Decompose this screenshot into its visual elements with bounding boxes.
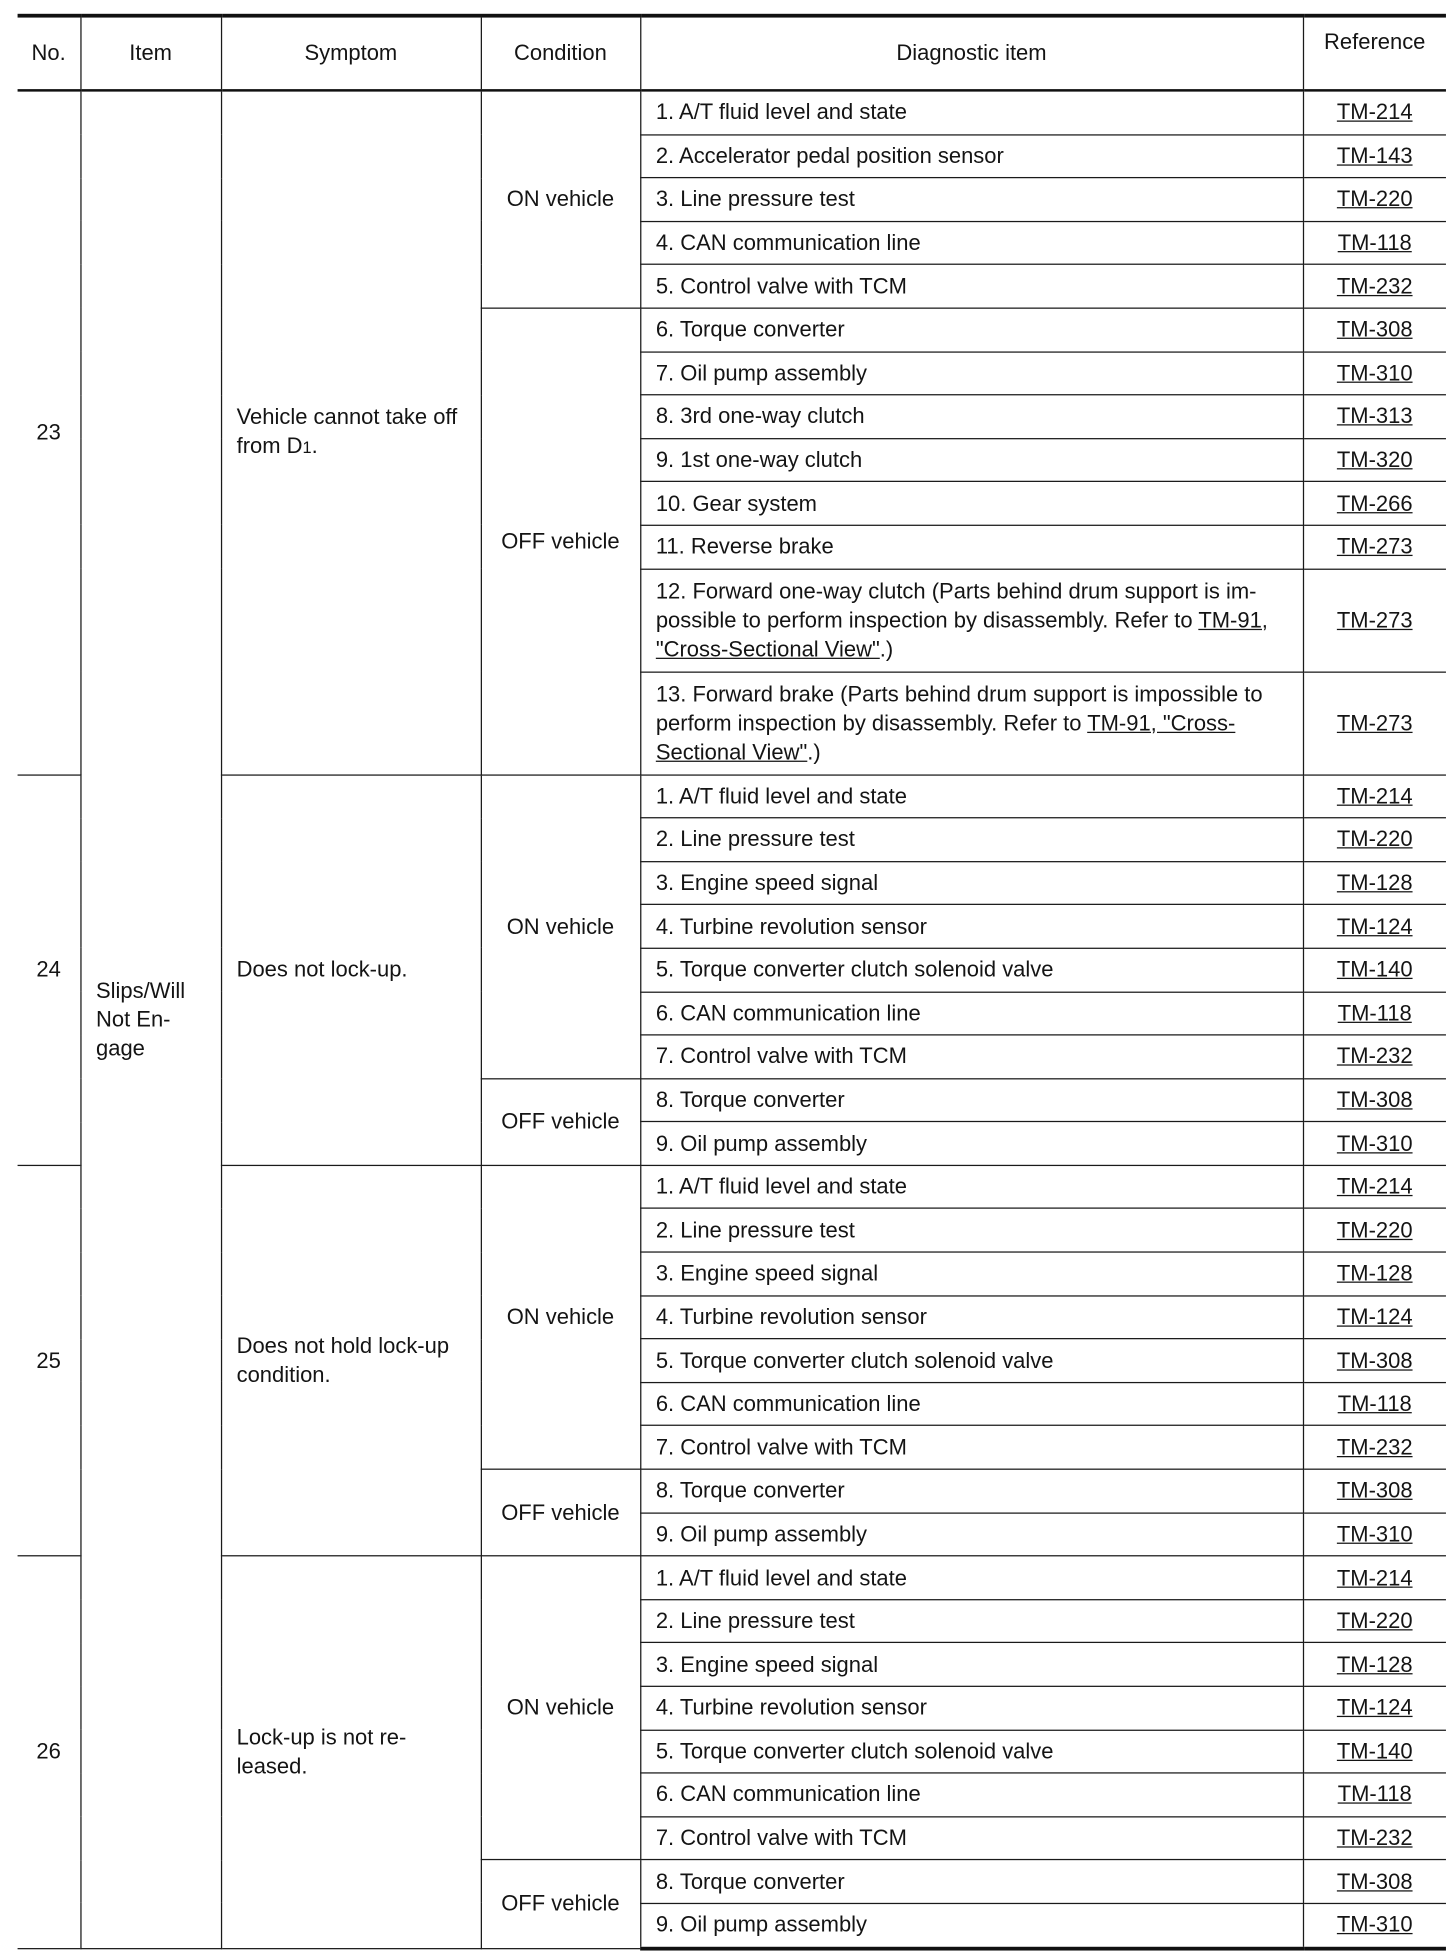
item-label-line: gage: [96, 1035, 145, 1061]
reference-link[interactable]: TM-308: [1303, 308, 1446, 351]
diagnostic-text: 9. Oil pump assembly: [655, 1911, 868, 1938]
reference-link[interactable]: TM-214: [1303, 1556, 1446, 1599]
reference-link[interactable]: TM-118: [1303, 1382, 1446, 1425]
table-row: [18, 90, 1446, 134]
diagnostic-text: 2. Line pressure test: [655, 826, 855, 852]
reference-link[interactable]: TM-214: [1303, 1165, 1446, 1208]
diagnostic-text: 8. Torque converter: [655, 1477, 845, 1503]
diagnostic-text: 1. A/T fluid level and state: [655, 99, 907, 125]
condition-on-vehicle: ON vehicle: [481, 1556, 640, 1860]
diagnostic-item: [640, 992, 1303, 1035]
reference-link[interactable]: TM-273: [1303, 525, 1446, 568]
symptom-cell: [221, 774, 481, 1165]
diagnostic-text: 7. Control valve with TCM: [655, 1825, 907, 1851]
diagnostic-text: 1. A/T fluid level and state: [655, 1173, 907, 1199]
diagnostic-item: [640, 1513, 1303, 1556]
diagnostic-text: 6. CAN communication line: [655, 1390, 921, 1417]
diagnostic-item: [640, 1686, 1303, 1729]
reference-link[interactable]: TM-214: [1303, 774, 1446, 817]
diagnostic-text: 13. Forward brake (Parts behind drum support is impossible to perform inspection by disassembly. Refer to: [655, 680, 1263, 735]
diagnostic-item: [640, 1773, 1303, 1816]
diagnostic-text: 2. Line pressure test: [655, 1217, 855, 1243]
diagnostic-text: 5. Torque converter clutch solenoid valve: [655, 1738, 1054, 1764]
diagnostic-item: [640, 818, 1303, 861]
table-row: [18, 774, 1446, 817]
diagnostic-text: 4. CAN communication line: [655, 229, 921, 255]
diagnostic-item: [640, 1426, 1303, 1469]
diagnostic-item: [640, 438, 1303, 481]
reference-link[interactable]: TM-124: [1303, 1686, 1446, 1729]
reference-link[interactable]: TM-310: [1303, 1903, 1446, 1948]
header-symptom: Symptom: [221, 16, 481, 91]
reference-link[interactable]: TM-273: [1303, 569, 1446, 672]
condition-off-vehicle: OFF vehicle: [481, 1860, 640, 1948]
reference-link[interactable]: TM-214: [1303, 90, 1446, 134]
diagnostic-item: [640, 1296, 1303, 1339]
item-cell: [80, 90, 221, 1948]
condition-off-vehicle: OFF vehicle: [481, 1469, 640, 1556]
diagnostic-item: [640, 905, 1303, 948]
diagnostic-text: 7. Control valve with TCM: [655, 1434, 907, 1460]
diagnostic-item: [640, 861, 1303, 904]
condition-off-vehicle: OFF vehicle: [481, 308, 640, 774]
symptom-cell: [221, 1165, 481, 1556]
reference-link[interactable]: TM-128: [1303, 1252, 1446, 1295]
diagnostic-text: 10. Gear system: [655, 490, 817, 516]
reference-link[interactable]: TM-118: [1303, 1773, 1446, 1816]
diagnostic-text: 9. Oil pump assembly: [655, 1130, 868, 1156]
reference-link[interactable]: TM-128: [1303, 861, 1446, 904]
diagnostic-item: [640, 525, 1303, 568]
reference-link[interactable]: TM-220: [1303, 1209, 1446, 1252]
diagnostic-item: [640, 948, 1303, 991]
diagnostic-text: 8. Torque converter: [655, 1086, 845, 1113]
symptom-tail: .: [311, 433, 318, 459]
diagnostic-item: [640, 774, 1303, 817]
diagnostic-item: [640, 352, 1303, 395]
symptom-cell: [221, 1556, 481, 1948]
reference-link[interactable]: TM-143: [1303, 134, 1446, 177]
diagnostic-item: [640, 1556, 1303, 1599]
diagnostic-text: 1. A/T fluid level and state: [655, 1564, 907, 1590]
reference-link[interactable]: TM-140: [1303, 1730, 1446, 1773]
reference-link[interactable]: TM-310: [1303, 1122, 1446, 1165]
diagnostic-item: [640, 1860, 1303, 1903]
diagnostic-item: [640, 265, 1303, 308]
diagnostic-text: 11. Reverse brake: [655, 533, 834, 559]
diagnostic-text: 6. Torque converter: [655, 316, 845, 342]
reference-link[interactable]: TM-273: [1303, 672, 1446, 775]
diagnostic-text: 3. Engine speed signal: [655, 1260, 879, 1286]
reference-link[interactable]: TM-308: [1303, 1339, 1446, 1382]
reference-link[interactable]: TM-308: [1303, 1469, 1446, 1512]
reference-link[interactable]: TM-232: [1303, 1035, 1446, 1078]
diagnostic-item: [640, 1469, 1303, 1512]
item-label-line: Not En-: [96, 1006, 171, 1032]
diagnosis-table: [18, 14, 1446, 1950]
diagnostic-item: [640, 569, 1303, 672]
condition-off-vehicle: OFF vehicle: [481, 1078, 640, 1165]
reference-link[interactable]: TM-118: [1303, 992, 1446, 1035]
condition-on-vehicle: ON vehicle: [481, 90, 640, 308]
reference-link[interactable]: TM-124: [1303, 1296, 1446, 1339]
diagnostic-text: 5. Control valve with TCM: [655, 273, 907, 299]
header-reference: Reference: [1303, 16, 1446, 91]
diagnostic-item: [640, 1209, 1303, 1252]
diagnostic-item: [640, 1339, 1303, 1382]
diagnostic-text: 4. Turbine revolution sensor: [655, 913, 927, 939]
diagnostic-item: [640, 90, 1303, 134]
diagnostic-text: 7. Oil pump assembly: [655, 360, 868, 386]
diagnostic-text: 7. Control valve with TCM: [655, 1043, 907, 1069]
diagnostic-item: [640, 1252, 1303, 1295]
reference-link[interactable]: TM-128: [1303, 1643, 1446, 1686]
diagnostic-item: [640, 1643, 1303, 1686]
condition-on-vehicle: ON vehicle: [481, 774, 640, 1078]
diagnostic-item: [640, 395, 1303, 438]
symptom-text: Does not hold lock-up condition.: [236, 1333, 450, 1388]
diagnostic-item: [640, 178, 1303, 221]
reference-link[interactable]: TM-308: [1303, 1078, 1446, 1121]
row-number: 23: [18, 90, 81, 774]
diagnostic-item: [640, 1903, 1303, 1948]
diagnostic-item: [640, 1599, 1303, 1642]
diagnostic-text: 1. A/T fluid level and state: [655, 783, 907, 809]
diagnostic-text: 9. 1st one-way clutch: [655, 446, 863, 473]
symptom-text: Lock-up is not re-leased.: [236, 1724, 407, 1779]
cross-reference-link[interactable]: TM-91, "Cross-Sectional View": [655, 709, 1236, 764]
row-number: 25: [18, 1165, 81, 1556]
diagnostic-item: [640, 1730, 1303, 1773]
diagnostic-text: 4. Turbine revolution sensor: [655, 1694, 927, 1720]
table-row: [18, 1165, 1446, 1208]
table-row: [18, 1556, 1446, 1599]
diagnostic-item: [640, 1078, 1303, 1121]
diagnostic-text: 3. Line pressure test: [655, 186, 855, 212]
diagnostic-item: [640, 1382, 1303, 1425]
reference-link[interactable]: TM-220: [1303, 178, 1446, 221]
reference-link[interactable]: TM-232: [1303, 265, 1446, 308]
diagnostic-text-tail: .): [807, 738, 821, 764]
diagnostic-text-tail: .): [879, 635, 894, 661]
diagnostic-text: 4. Turbine revolution sensor: [655, 1304, 927, 1330]
diagnostic-text: 8. 3rd one-way clutch: [655, 403, 865, 429]
diagnostic-text: 12. Forward one-way clutch (Parts behind drum support is im-possible to perform inspection by disassembly. Refer to: [655, 578, 1257, 633]
reference-link[interactable]: TM-320: [1303, 438, 1446, 481]
diagnostic-item: [640, 1035, 1303, 1078]
reference-link[interactable]: TM-310: [1303, 352, 1446, 395]
reference-link[interactable]: TM-310: [1303, 1513, 1446, 1556]
diagnostic-text: 6. CAN communication line: [655, 1781, 921, 1807]
header-condition: Condition: [481, 16, 640, 91]
reference-link[interactable]: TM-118: [1303, 221, 1446, 264]
diagnostic-item: [640, 1122, 1303, 1165]
diagnostic-text: 5. Torque converter clutch solenoid valve: [655, 956, 1054, 982]
diagnostic-text: 2. Accelerator pedal position sensor: [655, 142, 1004, 169]
reference-link[interactable]: TM-308: [1303, 1860, 1446, 1903]
condition-on-vehicle: ON vehicle: [481, 1165, 640, 1469]
diagnostic-text: 3. Engine speed signal: [655, 1651, 879, 1677]
diagnostic-text: 3. Engine speed signal: [655, 869, 879, 895]
row-number: 24: [18, 774, 81, 1165]
diagnostic-text: 2. Line pressure test: [655, 1608, 855, 1634]
symptom-text: Vehicle cannot take off from D: [236, 404, 458, 459]
reference-link[interactable]: TM-232: [1303, 1426, 1446, 1469]
cross-reference-link[interactable]: TM-91, "Cross-Sectional View": [655, 606, 1268, 661]
symptom-text: Does not lock-up.: [236, 956, 408, 982]
reference-link[interactable]: TM-313: [1303, 395, 1446, 438]
reference-link[interactable]: TM-220: [1303, 818, 1446, 861]
header-item: Item: [80, 16, 221, 91]
row-number: 26: [18, 1556, 81, 1948]
reference-link[interactable]: TM-140: [1303, 948, 1446, 991]
diagnostic-text: 5. Torque converter clutch solenoid valve: [655, 1347, 1054, 1373]
diagnostic-item: [640, 221, 1303, 264]
table-header-row: [18, 16, 1446, 91]
diagnostic-text: 9. Oil pump assembly: [655, 1521, 868, 1547]
diagnostic-text: 6. CAN communication line: [655, 1000, 921, 1026]
diagnostic-item: [640, 482, 1303, 525]
reference-link[interactable]: TM-232: [1303, 1817, 1446, 1860]
header-no: No.: [18, 16, 81, 91]
item-label-line: Slips/Will: [96, 977, 186, 1003]
symptom-subscript: 1: [302, 438, 312, 458]
diagnostic-item: [640, 1817, 1303, 1860]
diagnostic-item: [640, 1165, 1303, 1208]
diagnostic-item: [640, 308, 1303, 351]
diagnostic-text: 8. Torque converter: [655, 1868, 845, 1894]
diagnostic-item: [640, 134, 1303, 177]
symptom-cell: [221, 90, 481, 774]
reference-link[interactable]: TM-220: [1303, 1599, 1446, 1642]
reference-link[interactable]: TM-266: [1303, 482, 1446, 525]
diagnostic-item: [640, 672, 1303, 775]
reference-link[interactable]: TM-124: [1303, 905, 1446, 948]
header-diagnostic-item: Diagnostic item: [640, 16, 1303, 91]
